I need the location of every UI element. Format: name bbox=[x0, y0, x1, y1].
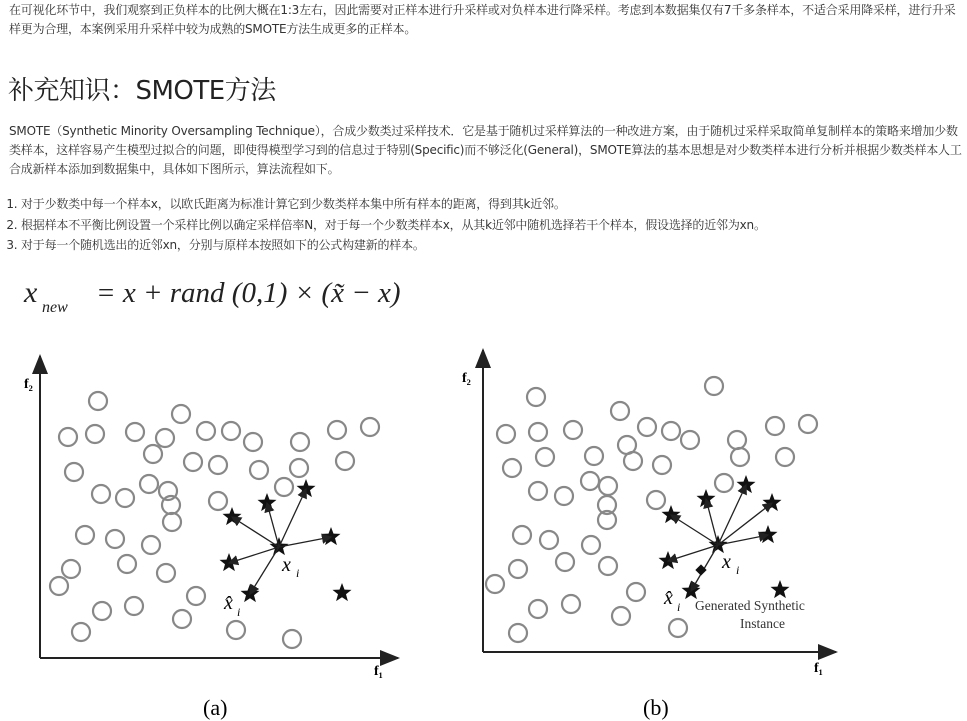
majority-sample-circle bbox=[599, 557, 617, 575]
majority-sample-circle bbox=[59, 428, 77, 446]
panel-b-xhat-label: x̂ bbox=[664, 587, 673, 609]
majority-sample-circle bbox=[486, 575, 504, 593]
majority-sample-circle bbox=[187, 587, 205, 605]
majority-sample-circle bbox=[799, 415, 817, 433]
panel-b-minority-samples bbox=[659, 475, 790, 599]
majority-sample-circle bbox=[662, 422, 680, 440]
formula-lhs-sub: new bbox=[42, 299, 68, 316]
majority-sample-circle bbox=[116, 489, 134, 507]
neighbor-arrow bbox=[718, 535, 768, 545]
section-heading: 补充知识：SMOTE方法 bbox=[8, 76, 276, 106]
majority-sample-circle bbox=[125, 597, 143, 615]
majority-sample-circle bbox=[529, 482, 547, 500]
majority-sample-circle bbox=[731, 448, 749, 466]
algorithm-steps bbox=[0, 194, 961, 256]
majority-sample-circle bbox=[93, 602, 111, 620]
minority-star bbox=[737, 475, 756, 493]
majority-sample-circle bbox=[197, 422, 215, 440]
majority-sample-circle bbox=[728, 431, 746, 449]
majority-sample-circle bbox=[653, 456, 671, 474]
majority-sample-circle bbox=[89, 392, 107, 410]
majority-sample-circle bbox=[76, 526, 94, 544]
panel-b-neighbor-arrows bbox=[668, 485, 772, 591]
panel-b-y-label: f₂ bbox=[462, 371, 471, 386]
smote-formula bbox=[22, 270, 542, 318]
majority-sample-circle bbox=[72, 623, 90, 641]
majority-sample-circle bbox=[250, 461, 268, 479]
minority-star bbox=[333, 583, 352, 601]
panel-b-xhat-sub: i bbox=[677, 600, 681, 614]
panel-b-annotation-2: Instance bbox=[740, 616, 785, 631]
panel-a-x-label: f₁ bbox=[374, 664, 383, 679]
majority-sample-circle bbox=[555, 487, 573, 505]
majority-sample-circle bbox=[497, 425, 515, 443]
majority-sample-circle bbox=[283, 630, 301, 648]
minority-star bbox=[771, 580, 790, 598]
majority-sample-circle bbox=[275, 478, 293, 496]
minority-star bbox=[322, 527, 341, 545]
neighbor-arrow bbox=[718, 485, 746, 545]
panel-b-xi-label: x bbox=[722, 551, 731, 573]
majority-sample-circle bbox=[715, 474, 733, 492]
neighbor-arrow bbox=[279, 489, 306, 547]
majority-sample-circle bbox=[536, 448, 554, 466]
majority-sample-circle bbox=[290, 459, 308, 477]
minority-star bbox=[220, 553, 239, 571]
majority-sample-circle bbox=[106, 530, 124, 548]
majority-sample-circle bbox=[156, 429, 174, 447]
step-item: 1. 对于少数类中每一个样本x，以欧氏距离为标准计算它到少数类样本集中所有样本的距离，得到其k近邻。 bbox=[21, 194, 961, 215]
majority-sample-circle bbox=[336, 452, 354, 470]
majority-sample-circle bbox=[612, 607, 630, 625]
majority-sample-circle bbox=[509, 624, 527, 642]
majority-sample-circle bbox=[564, 421, 582, 439]
minority-star bbox=[662, 505, 681, 523]
neighbor-arrow bbox=[229, 547, 279, 563]
majority-sample-circle bbox=[173, 610, 191, 628]
majority-sample-circle bbox=[291, 433, 309, 451]
majority-sample-circle bbox=[540, 531, 558, 549]
majority-sample-circle bbox=[222, 422, 240, 440]
minority-star bbox=[697, 489, 716, 507]
panel-a bbox=[24, 356, 398, 720]
majority-sample-circle bbox=[647, 491, 665, 509]
majority-sample-circle bbox=[638, 418, 656, 436]
panel-a-xhat-label: x̂ bbox=[224, 592, 233, 614]
majority-sample-circle bbox=[172, 405, 190, 423]
majority-sample-circle bbox=[529, 423, 547, 441]
panel-a-xhat-sub: i bbox=[237, 605, 241, 619]
majority-sample-circle bbox=[527, 388, 545, 406]
majority-sample-circle bbox=[126, 423, 144, 441]
majority-sample-circle bbox=[556, 553, 574, 571]
majority-sample-circle bbox=[144, 445, 162, 463]
majority-sample-circle bbox=[244, 433, 262, 451]
majority-sample-circle bbox=[585, 447, 603, 465]
majority-sample-circle bbox=[142, 536, 160, 554]
minority-star bbox=[659, 551, 678, 569]
panel-a-majority-samples bbox=[50, 392, 379, 648]
majority-sample-circle bbox=[624, 452, 642, 470]
majority-sample-circle bbox=[705, 377, 723, 395]
majority-sample-circle bbox=[513, 526, 531, 544]
panel-b-caption: (b) bbox=[643, 695, 669, 720]
majority-sample-circle bbox=[503, 459, 521, 477]
step-item: 2. 根据样本不平衡比例设置一个采样比例以确定采样倍率N，对于每一个少数类样本x，从其k近邻中随机选择若干个样本，假设选择的近邻为xn。 bbox=[21, 215, 961, 236]
majority-sample-circle bbox=[92, 485, 110, 503]
majority-sample-circle bbox=[209, 456, 227, 474]
neighbor-arrow bbox=[250, 547, 279, 594]
intro-paragraph: 在可视化环节中，我们观察到正负样本的比例大概在1:3左右，因此需要对正样本进行升采样或对负样本进行降采样。考虑到本数据集仅有7千多条样本，不适合采用降采样，进行升采样更为合理，本案例采用升采样中较为成熟的SMOTE方法生成更多的正样本。 bbox=[9, 3, 956, 36]
smote-illustration bbox=[0, 340, 967, 721]
majority-sample-circle bbox=[50, 577, 68, 595]
majority-sample-circle bbox=[328, 421, 346, 439]
majority-sample-circle bbox=[776, 448, 794, 466]
formula-rhs: = x + rand (0,1) × (x̃ − x) bbox=[96, 277, 401, 309]
minority-star bbox=[258, 493, 277, 511]
panel-a-minority-samples bbox=[220, 479, 352, 602]
majority-sample-circle bbox=[184, 453, 202, 471]
majority-sample-circle bbox=[582, 536, 600, 554]
majority-sample-circle bbox=[65, 463, 83, 481]
majority-sample-circle bbox=[62, 560, 80, 578]
minority-star bbox=[759, 525, 778, 543]
majority-sample-circle bbox=[529, 600, 547, 618]
majority-sample-circle bbox=[562, 595, 580, 613]
neighbor-arrow bbox=[279, 537, 331, 547]
majority-sample-circle bbox=[140, 475, 158, 493]
majority-sample-circle bbox=[118, 555, 136, 573]
majority-sample-circle bbox=[581, 472, 599, 490]
panel-a-caption: (a) bbox=[203, 695, 228, 720]
majority-sample-circle bbox=[157, 564, 175, 582]
majority-sample-circle bbox=[669, 619, 687, 637]
formula-lhs: x bbox=[24, 276, 38, 309]
minority-star bbox=[223, 507, 242, 525]
majority-sample-circle bbox=[209, 492, 227, 510]
panel-a-xi-sub: i bbox=[296, 566, 300, 580]
minority-star bbox=[297, 479, 316, 497]
panel-b bbox=[462, 350, 836, 720]
majority-sample-circle bbox=[361, 418, 379, 436]
panel-b-annotation-1: Generated Synthetic bbox=[695, 598, 805, 613]
panel-b-xi-sub: i bbox=[736, 563, 740, 577]
panel-a-xi-label: x bbox=[282, 554, 291, 576]
majority-sample-circle bbox=[627, 583, 645, 601]
majority-sample-circle bbox=[766, 417, 784, 435]
majority-sample-circle bbox=[611, 402, 629, 420]
majority-sample-circle bbox=[599, 477, 617, 495]
smote-description: SMOTE（Synthetic Minority Oversampling Technique），合成少数类过采样技术．它是基于随机过采样算法的一种改进方案，由于随机过采样采取简单复制样本的策略来增加少数类样本，这样容易产生模型过拟合的问题，即使得模型学习到的信息过于特别(Specific)而不够泛化(General)，SMOTE算法的基本思想是对少数类样本进行分析并根据少数类样本人工合成新样本添加到数据集中，具体如下图所示，算法流程如下。 bbox=[9, 124, 962, 176]
majority-sample-circle bbox=[681, 431, 699, 449]
panel-a-y-label: f₂ bbox=[24, 377, 33, 392]
majority-sample-circle bbox=[227, 621, 245, 639]
step-item: 3. 对于每一个随机选出的近邻xn，分别与原样本按照如下的公式构建新的样本。 bbox=[21, 235, 961, 256]
majority-sample-circle bbox=[163, 513, 181, 531]
majority-sample-circle bbox=[509, 560, 527, 578]
panel-b-x-label: f₁ bbox=[814, 661, 823, 676]
majority-sample-circle bbox=[86, 425, 104, 443]
